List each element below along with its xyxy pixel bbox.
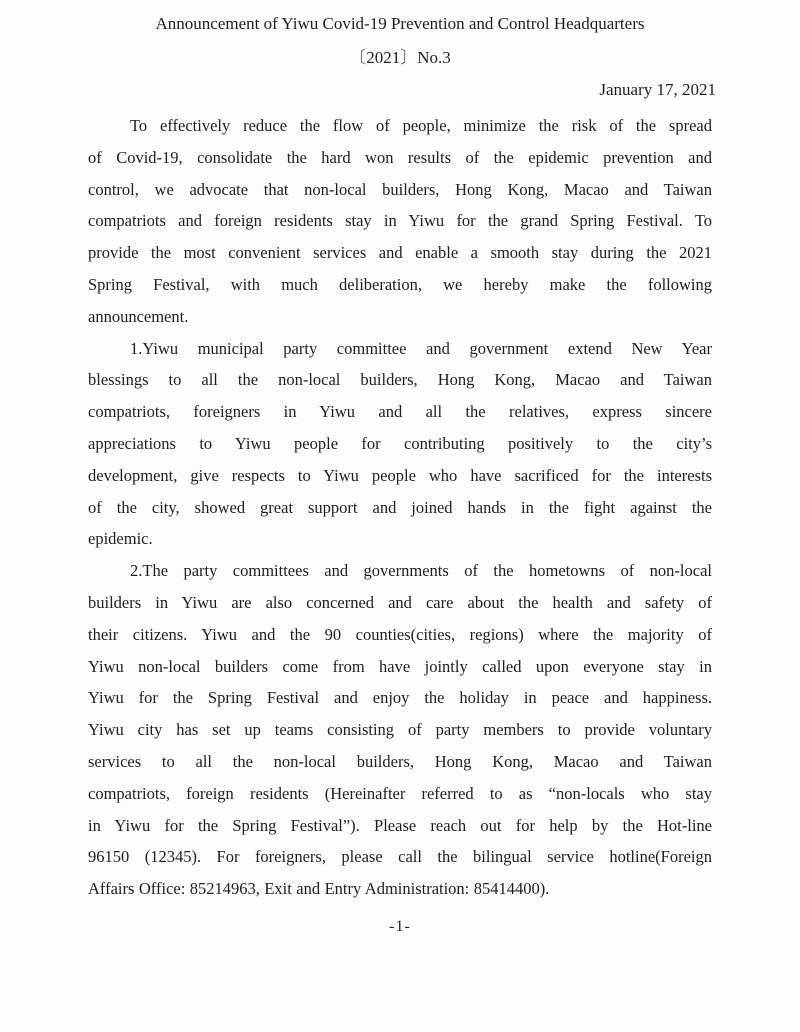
paragraph-2-line-5: development, give respects to Yiwu people who have sacrificed for the interests [88,465,712,485]
document-date: January 17, 2021 [599,80,716,99]
paragraph-2-line-3: compatriots, foreigners in Yiwu and all the relatives, express sincere [88,402,712,422]
paragraph-3-line-5: Yiwu for the Spring Festival and enjoy the holiday in peace and happiness. [88,688,712,708]
paragraph-3-line-3: their citizens. Yiwu and the 90 counties(cities, regions) where the majority of [88,624,712,644]
paragraph-1-line-2: of Covid-19, consolidate the hard won results of the epidemic prevention and [88,147,712,167]
paragraph-2-line-4: appreciations to Yiwu people for contributing positively to the city’s [88,433,712,453]
paragraph-2-line-6: of the city, showed great support and joined hands in the fight against the [88,497,712,517]
paragraph-2-line-7: epidemic. [88,529,153,549]
paragraph-3-line-8: compatriots, foreign residents (Hereinafter referred to as “non-locals who stay [88,783,712,803]
document-number: 〔2021〕No.3 [349,48,451,67]
paragraph-3-line-4: Yiwu non-local builders come from have jointly called upon everyone stay in [88,656,712,676]
paragraph-1-line-3: control, we advocate that non-local builders, Hong Kong, Macao and Taiwan [88,179,712,199]
paragraph-2-line-1: 1.Yiwu municipal party committee and government extend New Year [130,338,712,358]
paragraph-3-line-9: in Yiwu for the Spring Festival”). Please reach out for help by the Hot-line [88,815,712,835]
paragraph-1-line-7: announcement. [88,306,189,326]
paragraph-3-line-1: 2.The party committees and governments of the hometowns of non-local [130,561,712,581]
paragraph-1-line-4: compatriots and foreign residents stay in Yiwu for the grand Spring Festival. To [88,211,712,231]
page-number: -1- [389,917,411,935]
paragraph-1-line-5: provide the most convenient services and enable a smooth stay during the 2021 [88,243,712,263]
document-body [88,110,712,905]
paragraph-3-line-7: services to all the non-local builders, Hong Kong, Macao and Taiwan [88,751,712,771]
paragraph-2-line-2: blessings to all the non-local builders, Hong Kong, Macao and Taiwan [88,370,712,390]
paragraph-3-line-10: 96150 (12345). For foreigners, please call the bilingual service hotline(Foreign [88,847,712,867]
paragraph-3-line-11: Affairs Office: 85214963, Exit and Entry Administration: 85414400). [88,879,550,899]
paragraph-3-line-2: builders in Yiwu are also concerned and care about the health and safety of [88,592,712,612]
paragraph-1-line-6: Spring Festival, with much deliberation, we hereby make the following [88,274,712,294]
paragraph-3-line-6: Yiwu city has set up teams consisting of party members to provide voluntary [88,720,712,740]
paragraph-1-line-1: To effectively reduce the flow of people, minimize the risk of the spread [130,116,712,135]
document-title: Announcement of Yiwu Covid-19 Prevention and Control Headquarters [155,14,645,33]
